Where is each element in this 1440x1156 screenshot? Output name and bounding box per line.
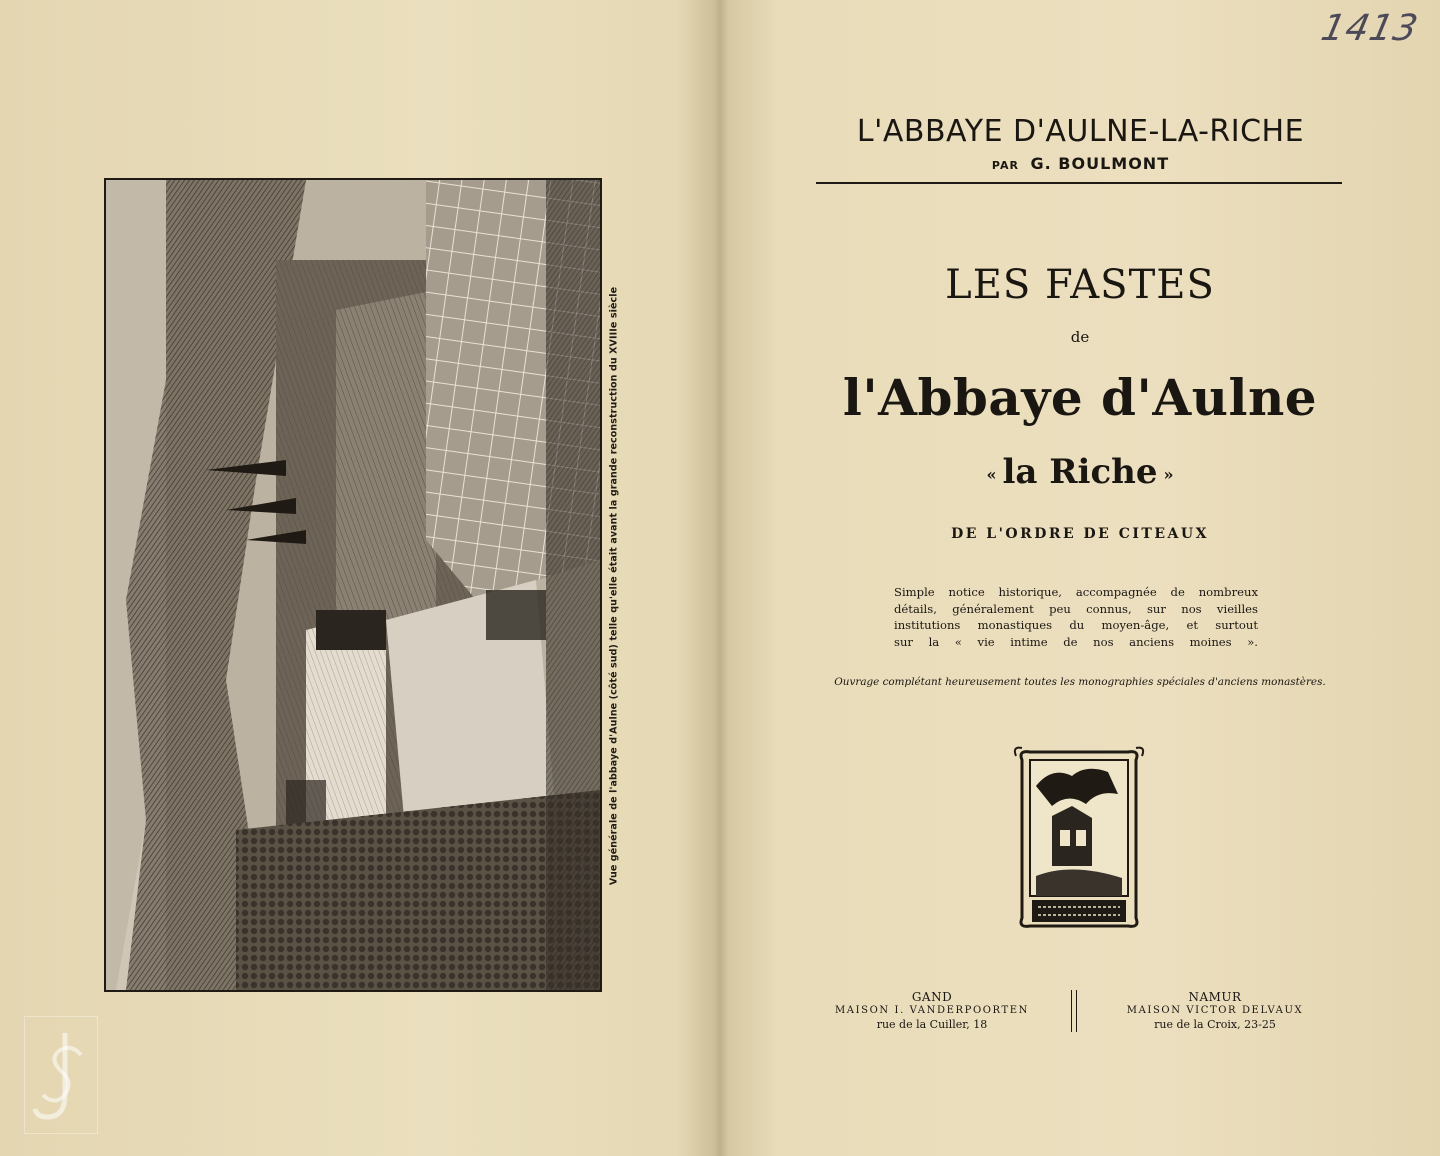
author-prefix: PAR: [991, 159, 1019, 172]
imprint-city: GAND: [911, 990, 953, 1004]
watermark-logo: [24, 1016, 98, 1134]
abbey-engraving: [104, 178, 602, 992]
notice-paragraph: [894, 584, 1258, 650]
heading-les-fastes: LES FASTES: [945, 262, 1215, 308]
heading-de: de: [1070, 328, 1090, 346]
imprint-street: rue de la Cuiller, 18: [876, 1018, 988, 1031]
order-line: DE L'ORDRE DE CITEAUX: [951, 526, 1209, 542]
heading-la-riche-text: la Riche: [1002, 452, 1158, 492]
notice-line: détails, généralement peu connus, sur nos vieilles: [894, 601, 1258, 616]
heading-abbaye: l'Abbaye d'Aulne: [842, 368, 1318, 427]
series-title: L'ABBAYE D'AULNE-LA-RICHE: [856, 114, 1305, 149]
imprint-divider: [1071, 990, 1077, 1032]
engraving-caption-text: Vue générale de l'abbaye d'Aulne (côté sud) telle qu'elle était avant la grande reconstruction du XVIIIe siècle: [608, 286, 620, 886]
close-quote: »: [1163, 464, 1174, 484]
watermark-letters: [25, 1017, 97, 1133]
handwritten-number: 1413: [1317, 8, 1422, 49]
imprint-namur: [1120, 990, 1310, 1032]
imprint-street: rue de la Croix, 23-25: [1154, 1018, 1276, 1031]
title-rule: [816, 182, 1342, 184]
imprint-house: MAISON VICTOR DELVAUX: [1126, 1005, 1304, 1016]
notice-line: institutions monastiques du moyen-âge, et surtout: [894, 618, 1258, 633]
imprint-city: NAMUR: [1188, 990, 1242, 1004]
notice-line: Simple notice historique, accompagnée de nombreux: [894, 585, 1258, 599]
notice-line: sur la « vie intime de nos anciens moines ».: [894, 634, 1258, 649]
open-quote: «: [986, 464, 997, 484]
author-name: G. BOULMONT: [1030, 154, 1170, 173]
author-line: [818, 154, 1343, 173]
heading-la-riche: [820, 452, 1340, 492]
publisher-emblem: [1012, 746, 1146, 932]
ouvrage-line: Ouvrage complétant heureusement toutes les monographies spéciales d'anciens monastères.: [834, 676, 1326, 688]
imprint-house: MAISON I. VANDERPOORTEN: [834, 1005, 1030, 1016]
left-page: [0, 0, 716, 1156]
imprint-gand: [834, 990, 1030, 1032]
